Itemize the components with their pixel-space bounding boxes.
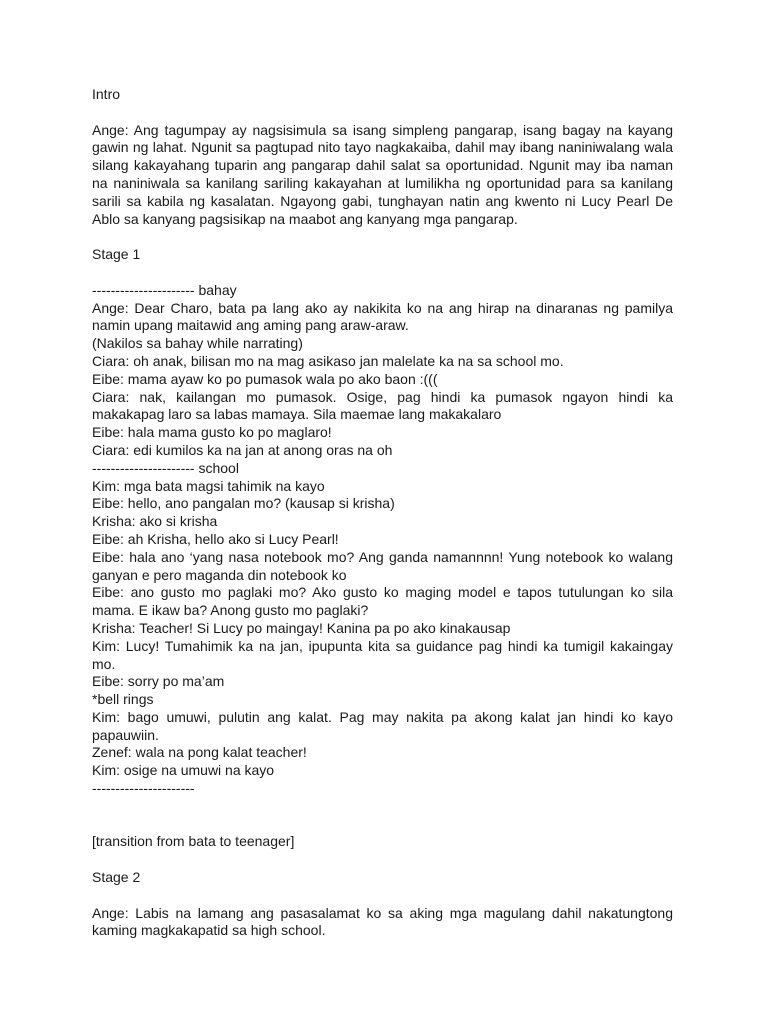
script-line: Eibe: ano gusto mo paglaki mo? Ako gusto ko maging model e tapos tutulungan ko sila mama. E ikaw ba? Anong gusto mo paglaki? xyxy=(92,584,673,619)
script-line: Eibe: ah Krisha, hello ako si Lucy Pearl! xyxy=(92,530,339,547)
intro-heading: Intro xyxy=(92,86,121,102)
spacer xyxy=(92,228,673,246)
intro-paragraph: Ange: Ang tagumpay ay nagsisimula sa isang simpleng pangarap, isang bagay na kayang gawin ng lahat. Ngunit sa pagtupad nito tayo nagkakaiba, dahil may ibang naniniwalang wala silang kakayahang tuparin ang pangarap dahil salat sa oportunidad. Ngunit may iba naman na naniniwala sa kanilang sariling kakayahan at lumilikha ng oportunidad para sa kanilang sarili sa kabila ng kasalatan. Ngayong gabi, tunghayan natin ang kwento ni Lucy Pearl De Ablo sa kanyang pagsisikap na maabot ang kanyang mga pangarap. xyxy=(92,121,673,227)
stage2-paragraph: Ange: Labis na lamang ang pasasalamat ko sa aking mga magulang dahil nakatungtong kaming magkakapatid sa high school. xyxy=(92,904,673,939)
script-line: ---------------------- school xyxy=(92,459,239,476)
stage2-heading: Stage 2 xyxy=(92,869,141,886)
script-line: Ciara: oh anak, bilisan mo na mag asikaso jan malelate ka na sa school mo. xyxy=(92,352,564,369)
script-line: Eibe: sorry po ma’am xyxy=(92,673,225,690)
script-line: Eibe: hala ano ‘yang nasa notebook mo? Ang ganda namannnn! Yung notebook ko walang ganyan e pero maganda din notebook ko xyxy=(92,548,673,583)
stage1-script xyxy=(92,282,673,798)
script-line: Krisha: ako si krisha xyxy=(92,513,218,530)
script-line: Ange: Dear Charo, bata pa lang ako ay nakikita ko na ang hirap na dinaranas ng pamilya namin upang maitawid ang aming pang araw-araw. xyxy=(92,299,673,334)
script-line: Ciara: edi kumilos ka na jan at anong oras na oh xyxy=(92,441,393,458)
document-body xyxy=(92,86,673,940)
stage1-heading: Stage 1 xyxy=(92,246,141,263)
spacer xyxy=(92,798,673,834)
script-line: (Nakilos sa bahay while narrating) xyxy=(92,335,303,352)
script-line: ---------------------- xyxy=(92,780,195,797)
script-line: Eibe: hello, ano pangalan mo? (kausap si krisha) xyxy=(92,495,395,512)
script-line: Kim: Lucy! Tumahimik ka na jan, ipupunta kita sa guidance pag hindi ka tumigil kakaingay mo. xyxy=(92,637,673,672)
script-line: Eibe: mama ayaw ko po pumasok wala po ako baon :((( xyxy=(92,370,438,387)
script-line: ---------------------- bahay xyxy=(92,281,237,298)
script-line: *bell rings xyxy=(92,691,154,708)
script-line: Kim: mga bata magsi tahimik na kayo xyxy=(92,477,325,494)
spacer xyxy=(92,887,673,905)
script-line: Ciara: nak, kailangan mo pumasok. Osige, pag hindi ka pumasok ngayon hindi ka makakapag laro sa labas mamaya. Sila maemae lang makakalaro xyxy=(92,388,673,423)
spacer xyxy=(92,104,673,122)
spacer xyxy=(92,851,673,869)
spacer xyxy=(92,264,673,282)
transition-line: [transition from bata to teenager] xyxy=(92,833,295,850)
script-line: Kim: osige na umuwi na kayo xyxy=(92,762,275,779)
script-line: Kim: bago umuwi, pulutin ang kalat. Pag may nakita pa akong kalat jan hindi ko kayo papauwiin. xyxy=(92,708,673,743)
script-line: Eibe: hala mama gusto ko po maglaro! xyxy=(92,424,332,441)
script-line: Krisha: Teacher! Si Lucy po maingay! Kanina pa po ako kinakausap xyxy=(92,619,511,636)
script-line: Zenef: wala na pong kalat teacher! xyxy=(92,744,307,761)
